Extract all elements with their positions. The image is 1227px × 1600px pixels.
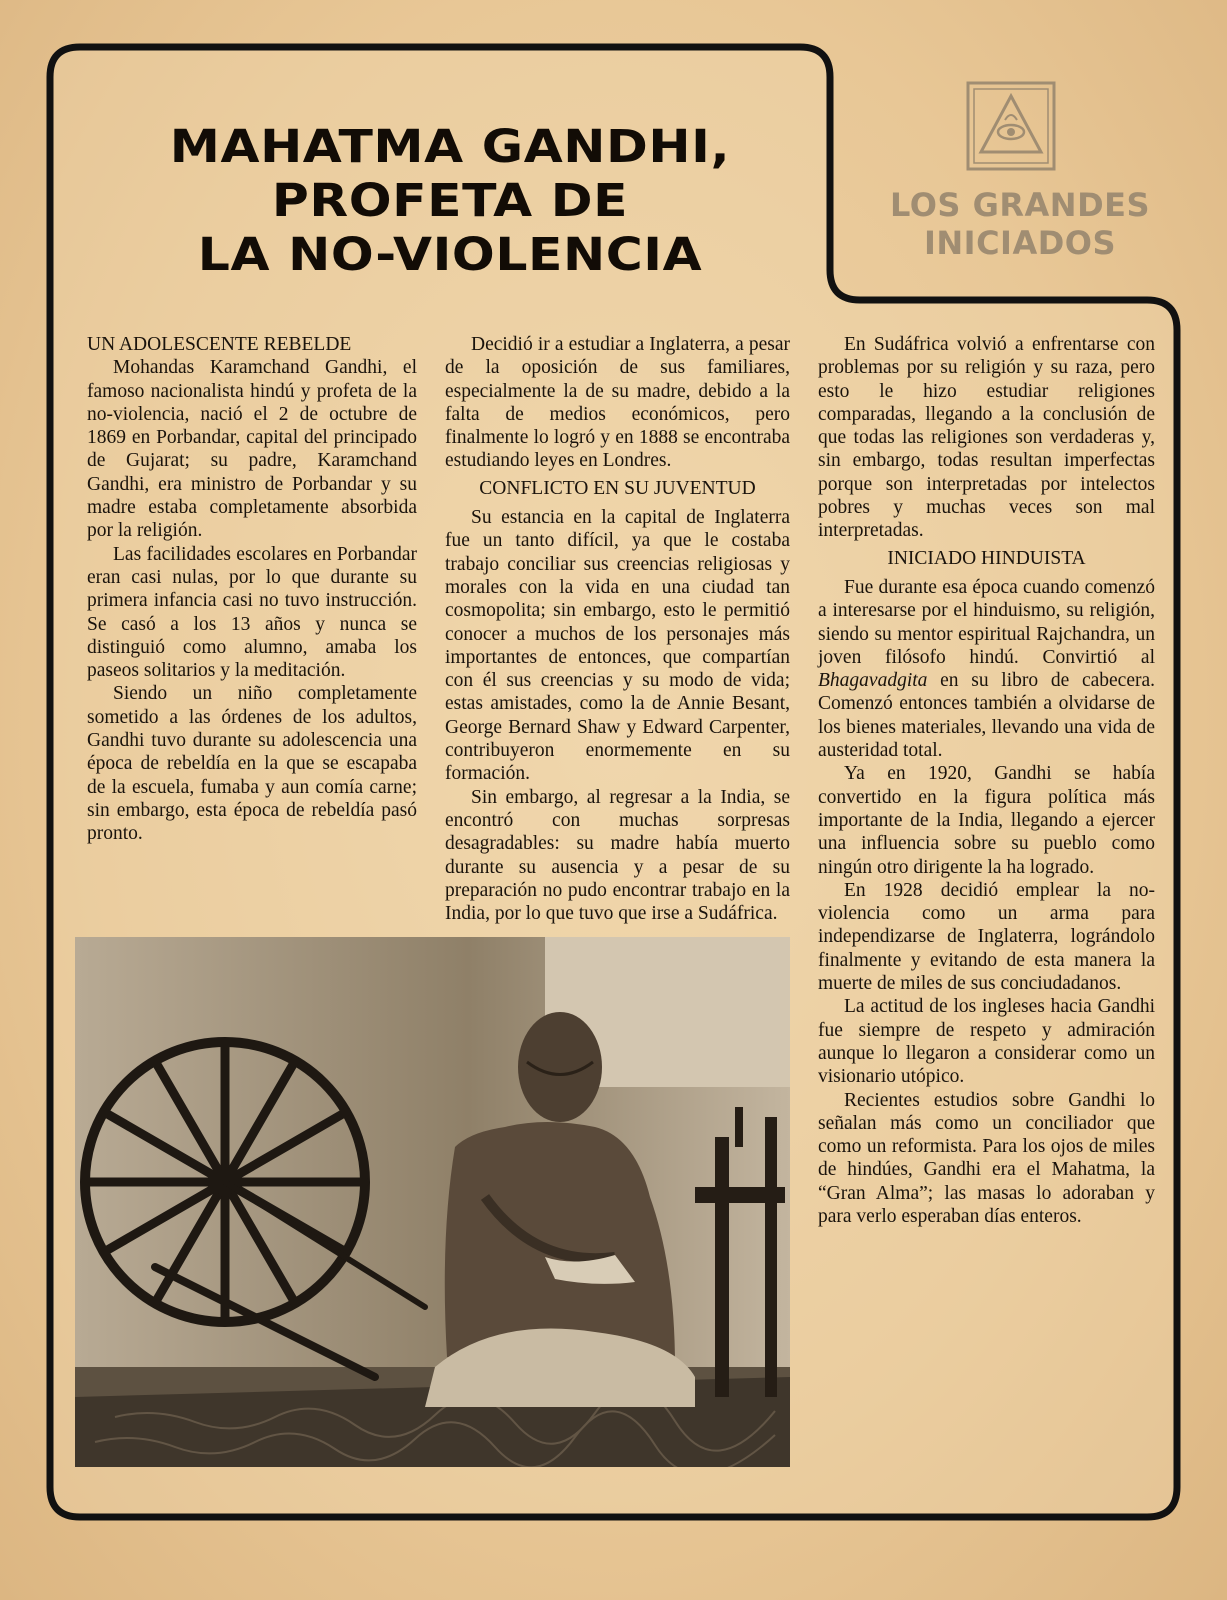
section-heading-adolescente: UN ADOLESCENTE REBELDE <box>87 334 352 355</box>
title-line-1: MAHATMA GANDHI, <box>169 120 731 173</box>
paragraph: La actitud de los ingleses hacia Gandhi fue siempre de respeto y admiración aunque lo llegaron a considerar como un visionario utópico. <box>818 996 1155 1088</box>
paragraph: Las facilidades escolares en Porbandar eran casi nulas, por lo que durante su primera infancia casi no tuvo instrucción. Se casó a los 13 años y nunca se distinguió como alumno, amaba los paseos solitarios y la meditación. <box>87 543 417 682</box>
paragraph: Decidió ir a estudiar a Inglaterra, a pesar de la oposición de sus familiares, especialmente la de su madre, debido a la falta de medios económicos, pero finalmente lo logró y en 1888 se encontraba estudiando leyes en Londres. <box>445 334 790 472</box>
paragraph: En 1928 decidió emplear la no-violencia como un arma para independizarse de Inglaterra, lográndolo finalmente y evitando de esta manera la muerte de miles de sus conciudadanos. <box>818 879 1155 995</box>
photo-illustration <box>75 937 790 1467</box>
column-1 <box>87 333 417 846</box>
column-3 <box>818 333 1155 1228</box>
paragraph: Recientes estudios sobre Gandhi lo señalan más como un conciliador que como un reformista. Para los ojos de miles de hindúes, Gandhi era el Mahatma, la “Gran Alma”; las masas lo adoraban y para verlo esperaban días enteros. <box>818 1089 1155 1227</box>
section-heading-iniciado: INICIADO HINDUISTA <box>887 547 1086 569</box>
article-title <box>80 120 819 282</box>
series-title <box>860 186 1180 262</box>
paragraph: Sin embargo, al regresar a la India, se encontró con muchas sorpresas desagradables: su madre había muerto durante su ausencia y a pesar de su preparación no pudo encontrar trabajo en la India, por lo que tuvo que irse a Sudáfrica. <box>445 786 790 925</box>
series-title-line-1: LOS GRANDES <box>889 186 1151 224</box>
paragraph-text: Fue durante esa época cuando comenzó a interesarse por el hinduismo, su religión, siendo su mentor espiritual Rajchandra, un joven filósofo hindú. Convirtió al <box>818 576 1155 668</box>
paragraph: Mohandas Karamchand Gandhi, el famoso nacionalista hindú y profeta de la no-violencia, nació el 2 de octubre de 1869 en Porbandar, capital del principado de Gujarat; su padre, Karamchand Gandhi, era ministro de Porbandar y su madre estaba completamente absorbida por la religión. <box>87 357 417 542</box>
title-line-2: PROFETA DE <box>271 174 629 227</box>
paragraph <box>818 576 1155 762</box>
paragraph: En Sudáfrica volvió a enfrentarse con problemas por su religión y su raza, pero esto le hizo estudiar religiones comparadas, llegando a la conclusión de que todas las religiones son verdaderas y, sin embargo, todas resultan imperfectas porque son interpretadas por intelectos pobres y muchas veces son mal interpretadas. <box>818 334 1155 542</box>
title-line-3: LA NO-VIOLENCIA <box>197 228 703 281</box>
paragraph: Su estancia en la capital de Inglaterra fue un tanto difícil, ya que le costaba trabajo conciliar sus creencias religiosas y morales con la vida en una ciudad tan cosmopolita; sin embargo, esto le permitió conocer a muchos de los personajes más importantes de entonces, que compartían con él sus creencias y su modo de vida; estas amistades, como la de Annie Besant, George Bernard Shaw y Edward Carpenter, contribuyeron enormemente en su formación. <box>445 507 790 785</box>
section-heading-conflicto: CONFLICTO EN SU JUVENTUD <box>479 477 756 499</box>
paragraph: Ya en 1920, Gandhi se había convertido en la figura política más importante de la India, llegando a ejercer una influencia sobre su pueblo como ningún otro dirigente la ha logrado. <box>818 763 1155 878</box>
column-2 <box>445 333 790 925</box>
gandhi-spinning-wheel-photo <box>75 937 790 1467</box>
series-title-line-2: INICIADOS <box>923 224 1117 262</box>
paragraph-text: en su libro de cabecera. Comenzó entonces también a olvidarse de los bienes materiales, llevando una vida de austeridad total. <box>818 670 1155 762</box>
book-title: Bhagavadgita <box>818 670 928 692</box>
paragraph: Siendo un niño completamente sometido a las órdenes de los adultos, Gandhi tuvo durante su adolescencia una época de rebeldía en la que se escapaba de la escuela, fumaba y aun comía carne; sin embargo, esta época de rebeldía pasó pronto. <box>87 683 417 845</box>
eye-in-triangle-icon <box>965 80 1057 172</box>
